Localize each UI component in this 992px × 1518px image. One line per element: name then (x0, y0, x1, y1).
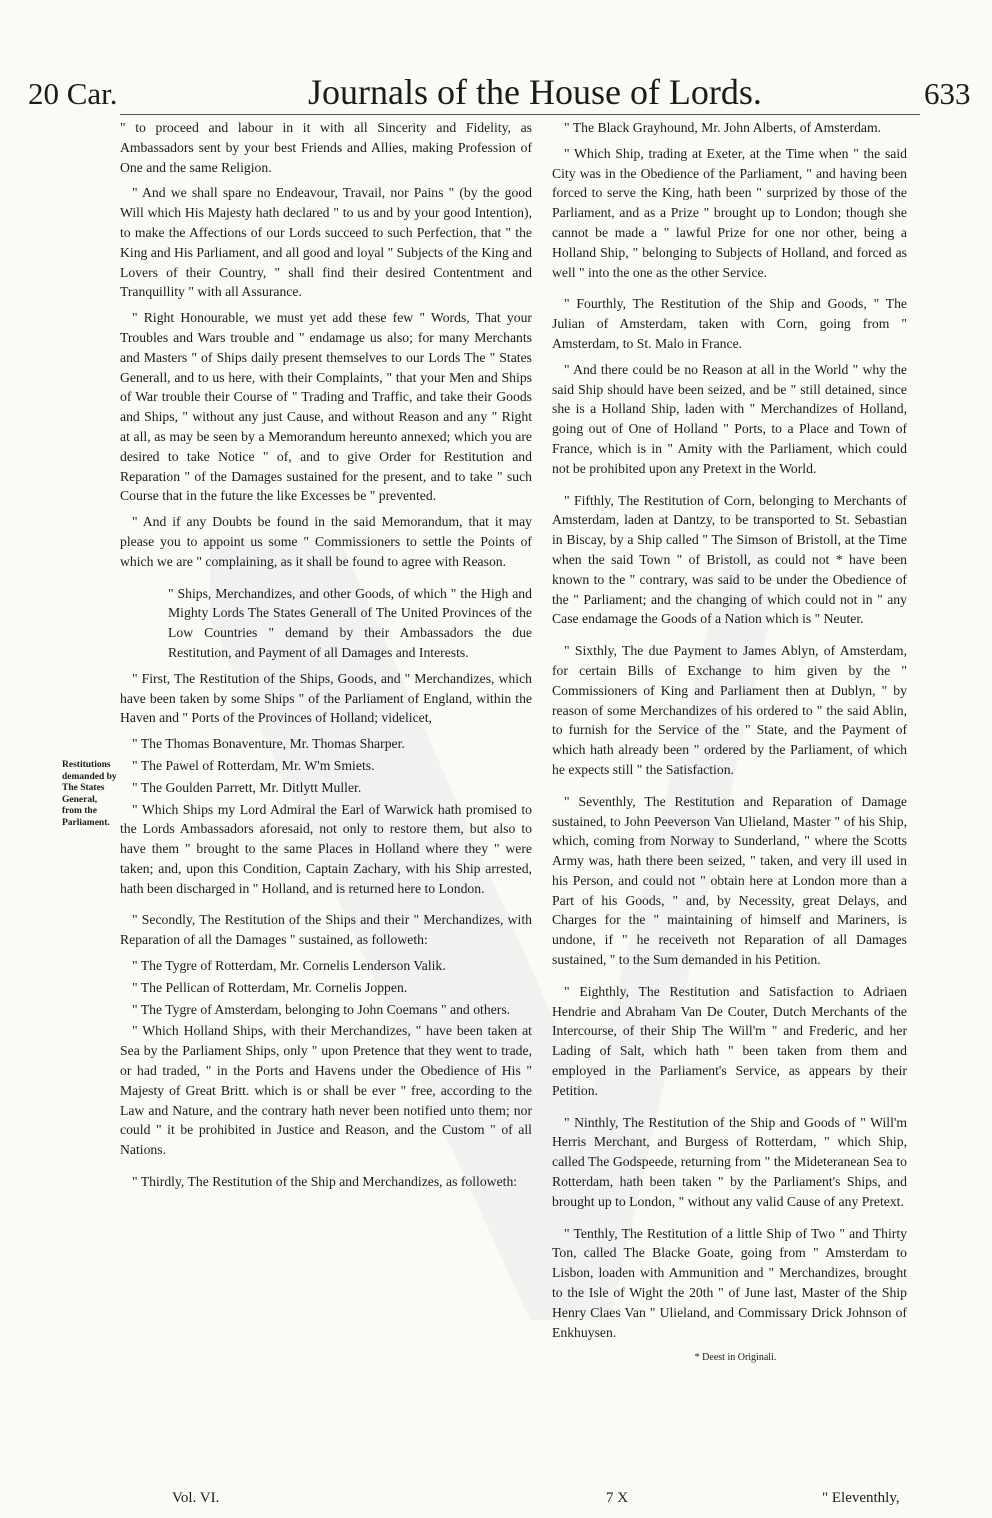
paragraph: " Fourthly, The Restitution of the Ship and Goods, " The Julian of Amsterdam, taken with Corn, going from " Amsterdam, to St. Malo in France. (552, 296, 907, 351)
paragraph: " Secondly, The Restitution of the Ships and their " Merchandizes, with Reparation of all the Damages " sustained, as followeth: (120, 912, 532, 948)
paragraph: " Which Ships my Lord Admiral the Earl of Warwick hath promised to the Lords Ambassadors aforesaid, not only to restore them, but also to have them " brought to the same Places in Holland where they " were taken; and, upon this Condition, Captain Zachary, with his Ship arrested, hath been discharged in " Holland, and is returned here to London. (120, 801, 532, 896)
paragraph: " Ninthly, The Restitution of the Ship and Goods of " Will'm Herris Merchant, and Burgess of Rotterdam, " which Ship, called The Godspeede, returning from " the Mideteranean Sea to Rotterdam, hath been taken " by the Parliament's Ships, and brought up to London, " without any valid Cause of any Pretext. (552, 1114, 907, 1209)
memorandum-heading: " Ships, Merchandizes, and other Goods, of which " the High and Mighty Lords The States Generall of The United Provinces of the Low Countries " demand by their Ambassadors the due Restitution, and Payment of all Damages and Interests. (168, 585, 532, 660)
paragraph: " Eighthly, The Restitution and Satisfaction to Adriaen Hendrie and Abraham Van De Couter, Dutch Merchants of the Intercourse, of their Ship The Will'm " and Frederic, and her Lading of Salt, which hath " been taken from them and employed in the Parliament's Service, as appears by their Petition. (552, 983, 907, 1098)
left-column (120, 118, 532, 1198)
paragraph: " Fifthly, The Restitution of Corn, belonging to Merchants of Amsterdam, laden at Dantzy, to be transported to St. Sebastian in Biscay, by a Ship called " The Simson of Bristoll, at the Time when the said Town " of Bristoll, as could not * have been known to the " contrary, was said to be under the Obedience of the " Parliament; and the changing of which could not in " any Case endamage the Goods of a Nation which is " Neuter. (552, 492, 907, 627)
ship-entry: " The Tygre of Rotterdam, Mr. Cornelis Lenderson Valik. (132, 958, 446, 974)
margin-note: Restitutions demanded by The States General, from the Parliament. (62, 760, 117, 828)
ship-entry: " The Black Grayhound, Mr. John Alberts, of Amsterdam. (564, 120, 882, 135)
page-number: 633 (924, 76, 971, 111)
catchword: " Eleventhly, (822, 1490, 900, 1506)
ship-entry: " The Goulden Parrett, Mr. Ditlytt Muller. (132, 779, 362, 795)
ship-entry: " The Pellican of Rotterdam, Mr. Cornelis Joppen. (132, 979, 408, 995)
right-column (552, 118, 907, 1374)
ship-entry: " The Tygre of Amsterdam, belonging to John Coemans " and others. (132, 1001, 511, 1017)
paragraph: " Which Ship, trading at Exeter, at the Time when " the said City was in the Obedience of the Parliament, " and having been forced to serve the King, hath been " surprized by those of the Parliament, and as a Prize " brought up to London; though she cannot be made a " lawful Prize for one nor other, being a Holland Ship, " belonging to Subjects of Holland, and forced as well " into the one as the other Service. (552, 145, 907, 280)
paragraph: " to proceed and labour in it with all Sincerity and Fidelity, as Ambassadors sent by your best Friends and Allies, making Profession of One and the same Religion. (120, 120, 532, 175)
paragraph: " Sixthly, The due Payment to James Ablyn, of Amsterdam, for certain Bills of Exchange to him given by the " Commissioners of King and Parliament then at Dublyn, " by reason of some Merchandizes of his ordered to " the said Ablin, to furnish for the Service of the " State, and the Payment of which hath already been " ordered by the Parliament, of which he expects still " the Satisfaction. (552, 643, 907, 777)
paragraph: " And if any Doubts be found in the said Memorandum, that it may please you to appoint us some " Commissioners to settle the Points of which we are " complaining, as it shall be found to agree with Reason. (120, 514, 532, 569)
ship-entry: " The Pawel of Rotterdam, Mr. W'm Smiets. (132, 757, 375, 773)
paragraph: " And there could be no Reason at all in the World " why the said Ship should have been seized, and be " still detained, since she is a Holland Ship, laden with " Merchandizes of Holland, going out of One of Holland " Ports, to a Place and Town of France, which is in " Amity with the Parliament, which could not be prohibited upon any Pretext in the World. (552, 361, 907, 476)
paragraph: " Right Honourable, we must yet add these few " Words, That your Troubles and Wars trouble and " endamage us also; for many Merchants and Masters " of Ships daily present themselves to our Lords The " States Generall, and to us here, with their Complaints, " that your Men and Ships of War trouble their Course of " Trading and Traffic, and take their Goods and Ships, " without any just Cause, and without Reason and any " Right at all, as may be seen by a Memorandum hereunto annexed; which you are desired to take Notice " of, and to give Order for Restitution and Reparation " of the Damages sustained for the present, and to take " such Course that in the future the like Excesses be " prevented. (120, 310, 532, 504)
volume-label: Vol. VI. (172, 1490, 220, 1506)
paragraph: " Tenthly, The Restitution of a little Ship of Two " and Thirty Ton, called The Blacke Goate, going from " Amsterdam to Lisbon, loaden with Ammunition and " Merchandizes, brought to the Isle of Wight the 20th " of June last, Master of the Ship Henry Claes Van " Ulieland, and Commissary Drick Johnson of Enkhuysen. (552, 1225, 907, 1340)
paragraph: " First, The Restitution of the Ships, Goods, and " Merchandizes, which have been taken by some Ships " of the Parliament of England, within the Haven and " Ports of the Provinces of Holland; videlicet, (120, 670, 532, 726)
paragraph: " And we shall spare no Endeavour, Travail, nor Pains " (by the good Will which His Majesty hath declared " to us and by your good Intention), to make the Affections of our Lords succeed to such Perfection, that " the King and His Parliament, and all good and loyal " Subjects of the King and Lovers of their Country, " shall find their desired Contentment and Tranquillity " with all Assurance. (120, 185, 532, 300)
ship-entry: " The Thomas Bonaventure, Mr. Thomas Sharper. (132, 736, 405, 752)
footnote: * Deest in Originali. (694, 1352, 777, 1364)
paragraph: " Seventhly, The Restitution and Reparation of Damage sustained, to John Peeverson Van Ulieland, Master " of his Ship, which, coming from Norway to Sunderland, " where the Scotts Army was, hath there been seized, " taken, and very ill used in his Person, and could not " obtain here at London more than a Part of his Goods, " and, by Necessity, great Delays, and Charges for the " maintaining of himself and Mariners, is undone, if " he receiveth not Reparation of all Damages sustained, " to the Sum demanded in his Petition. (552, 793, 907, 968)
running-head-left: 20 Car. (28, 76, 118, 111)
paragraph: " Which Holland Ships, with their Merchandizes, " have been taken at Sea by the Parliament Ships, only " upon Pretence that they went to trade, or had traded, " in the Ports and Havens under the Obedience of His " Majesty of Great Britt. which is or shall be ever " free, according to the Law and Nature, and the contrary hath never been notified unto them; nor could " it be prohibited in Justice and Reason, and the Custom " of all Nations. (120, 1023, 532, 1158)
page-title: Journals of the House of Lords. (308, 72, 762, 112)
paragraph: " Thirdly, The Restitution of the Ship and Merchandizes, as followeth: (132, 1174, 518, 1190)
header-rule (120, 114, 920, 115)
signature-mark: 7 X (606, 1490, 629, 1506)
